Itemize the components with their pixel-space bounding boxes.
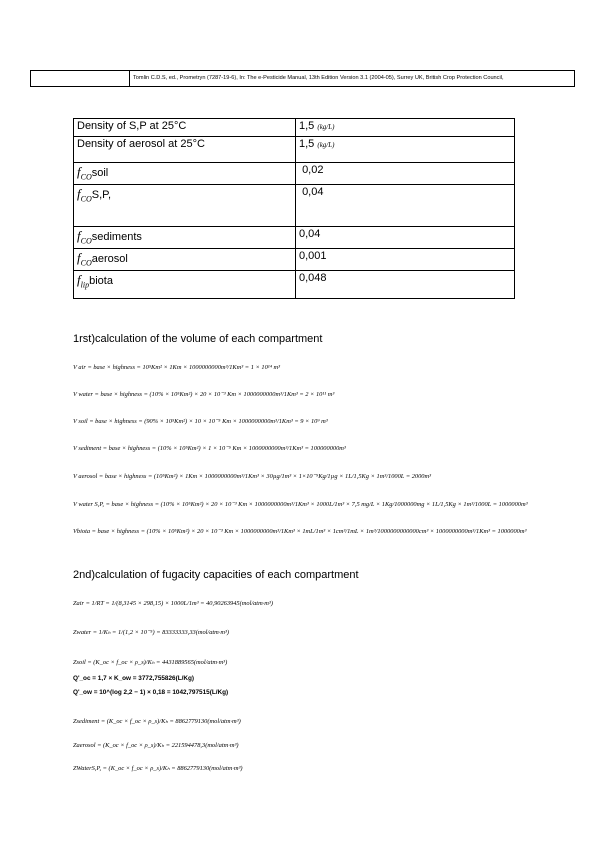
equation-v-aerosol: V aerosol = base × highness = (10⁵Km²) × 1Km × 1000000000m³/1Km³ × 30µg/1m³ × 1×10⁻⁹Kg/1µg × 1L/1,5Kg × 1m³/1000L = 2000m³ xyxy=(73,473,432,480)
table-cell-label: $f_{CO}soil$ xyxy=(74,163,296,185)
table-row xyxy=(74,227,515,249)
properties-table xyxy=(73,118,515,299)
table-row xyxy=(74,137,515,163)
equation-z-soil: Zsoil = (K_oc × f_oc × ρ_s)/Kₕ = 4431889565(mol/atm·m³) xyxy=(73,659,228,666)
reference-text: Tomlin C.D.S, ed., Prometryn (7287-19-6), In: The e-Pesticide Manual, 13th Edition Version 3.1 (2004-05), Surrey UK, British Crop Protection Council, xyxy=(133,75,504,81)
equation-z-water: Zwater = 1/Kₕ = 1/(1,2 × 10⁻⁵) = 83333333,33(mol/atm·m³) xyxy=(73,629,230,636)
table-cell-value: 0,048 xyxy=(296,271,515,299)
table-cell-value: 0,001 xyxy=(296,249,515,271)
table-cell-value: 1,5 (kg/L) xyxy=(296,137,515,163)
reference-blank-cell xyxy=(31,71,130,86)
table-cell-label: Density of S,P at 25°C xyxy=(74,119,296,137)
equation-v-air: V air = base × highness = 10⁵Km² × 1Km × 1000000000m³/1Km³ = 1 × 10¹⁴ m³ xyxy=(73,364,281,371)
table-cell-label: $f_{CO}S,P$, xyxy=(74,185,296,227)
equation-v-sediment: V sediment = base × highness = (10% × 10⁵Km²) × 1 × 10⁻⁵ Km × 1000000000m³/1Km³ = 100000000m³ xyxy=(73,445,346,452)
table-row xyxy=(74,271,515,299)
table-row xyxy=(74,185,515,227)
table-cell-value: 0,04 xyxy=(296,185,515,227)
equation-q-oc: Q'_oc = 1,7 × K_ow = 3772,755826(L/Kg) xyxy=(73,675,195,682)
table-cell-value: 0,04 xyxy=(296,227,515,249)
equation-v-biota: Vbiota = base × highness = (10% × 10⁵Km²) × 20 × 10⁻³ Km × 1000000000m³/1Km³ × 1mL/1m³ × 1cm³/1mL × 1m³/1000000000000cm³ × 1000000000m³/1Km³ = 1000000m³ xyxy=(73,528,527,535)
table-cell-label: $f_{lip}biota$ xyxy=(74,271,296,299)
table-row xyxy=(74,249,515,271)
section1-title: 1rst)calculation of the volume of each compartment xyxy=(73,333,323,345)
equation-v-soil: V soil = base × highness = (90% × 10⁵Km²) × 10 × 10⁻⁵ Km × 1000000000m³/1Km³ = 9 × 10⁹ m³ xyxy=(73,418,328,425)
equation-z-air: Zair = 1/RT = 1/(8,3145 × 298,15) × 1000L/1m³ = 40,90263945(mol/atm·m³) xyxy=(73,600,273,607)
equation-z-aerosol: Zaerosol = (K_oc × f_oc × ρ_s)/Kₕ = 221594478,3(mol/atm·m³) xyxy=(73,742,239,749)
section2-title: 2nd)calculation of fugacity capacities of each compartment xyxy=(73,569,359,581)
table-cell-label: $f_{CO}sediments$ xyxy=(74,227,296,249)
reference-row xyxy=(30,70,575,87)
equation-v-water-sp: V water S,P, = base × highness = (10% × 10⁵Km²) × 20 × 10⁻³ Km × 1000000000m³/1Km³ × 1000L/1m³ × 7,5 mg/L × 1Kg/1000000mg × 1L/1,5Kg × 1m³/1000L = 1000000m³ xyxy=(73,501,528,508)
table-cell-label: $f_{CO}aerosol$ xyxy=(74,249,296,271)
table-row xyxy=(74,119,515,137)
equation-z-sediment: Zsediment = (K_oc × f_oc × ρ_s)/Kₕ = 8862779130(mol/atm·m³) xyxy=(73,718,241,725)
equation-q-ow: Q'_ow = 10^(log 2,2 − 1) × 0,18 = 1042,797515(L/Kg) xyxy=(73,689,229,696)
table-cell-value: 0,02 xyxy=(296,163,515,185)
table-row xyxy=(74,163,515,185)
table-cell-label: Density of aerosol at 25°C xyxy=(74,137,296,163)
equation-v-water: V water = base × highness = (10% × 10⁵Km²) × 20 × 10⁻³ Km × 1000000000m³/1Km³ = 2 × 10¹¹ m³ xyxy=(73,391,335,398)
equation-z-water-sp: ZWaterS,P, = (K_oc × f_oc × ρ_s)/Kₕ = 8862779130(mol/atm·m³) xyxy=(73,765,243,772)
table-cell-value: 1,5 (kg/L) xyxy=(296,119,515,137)
